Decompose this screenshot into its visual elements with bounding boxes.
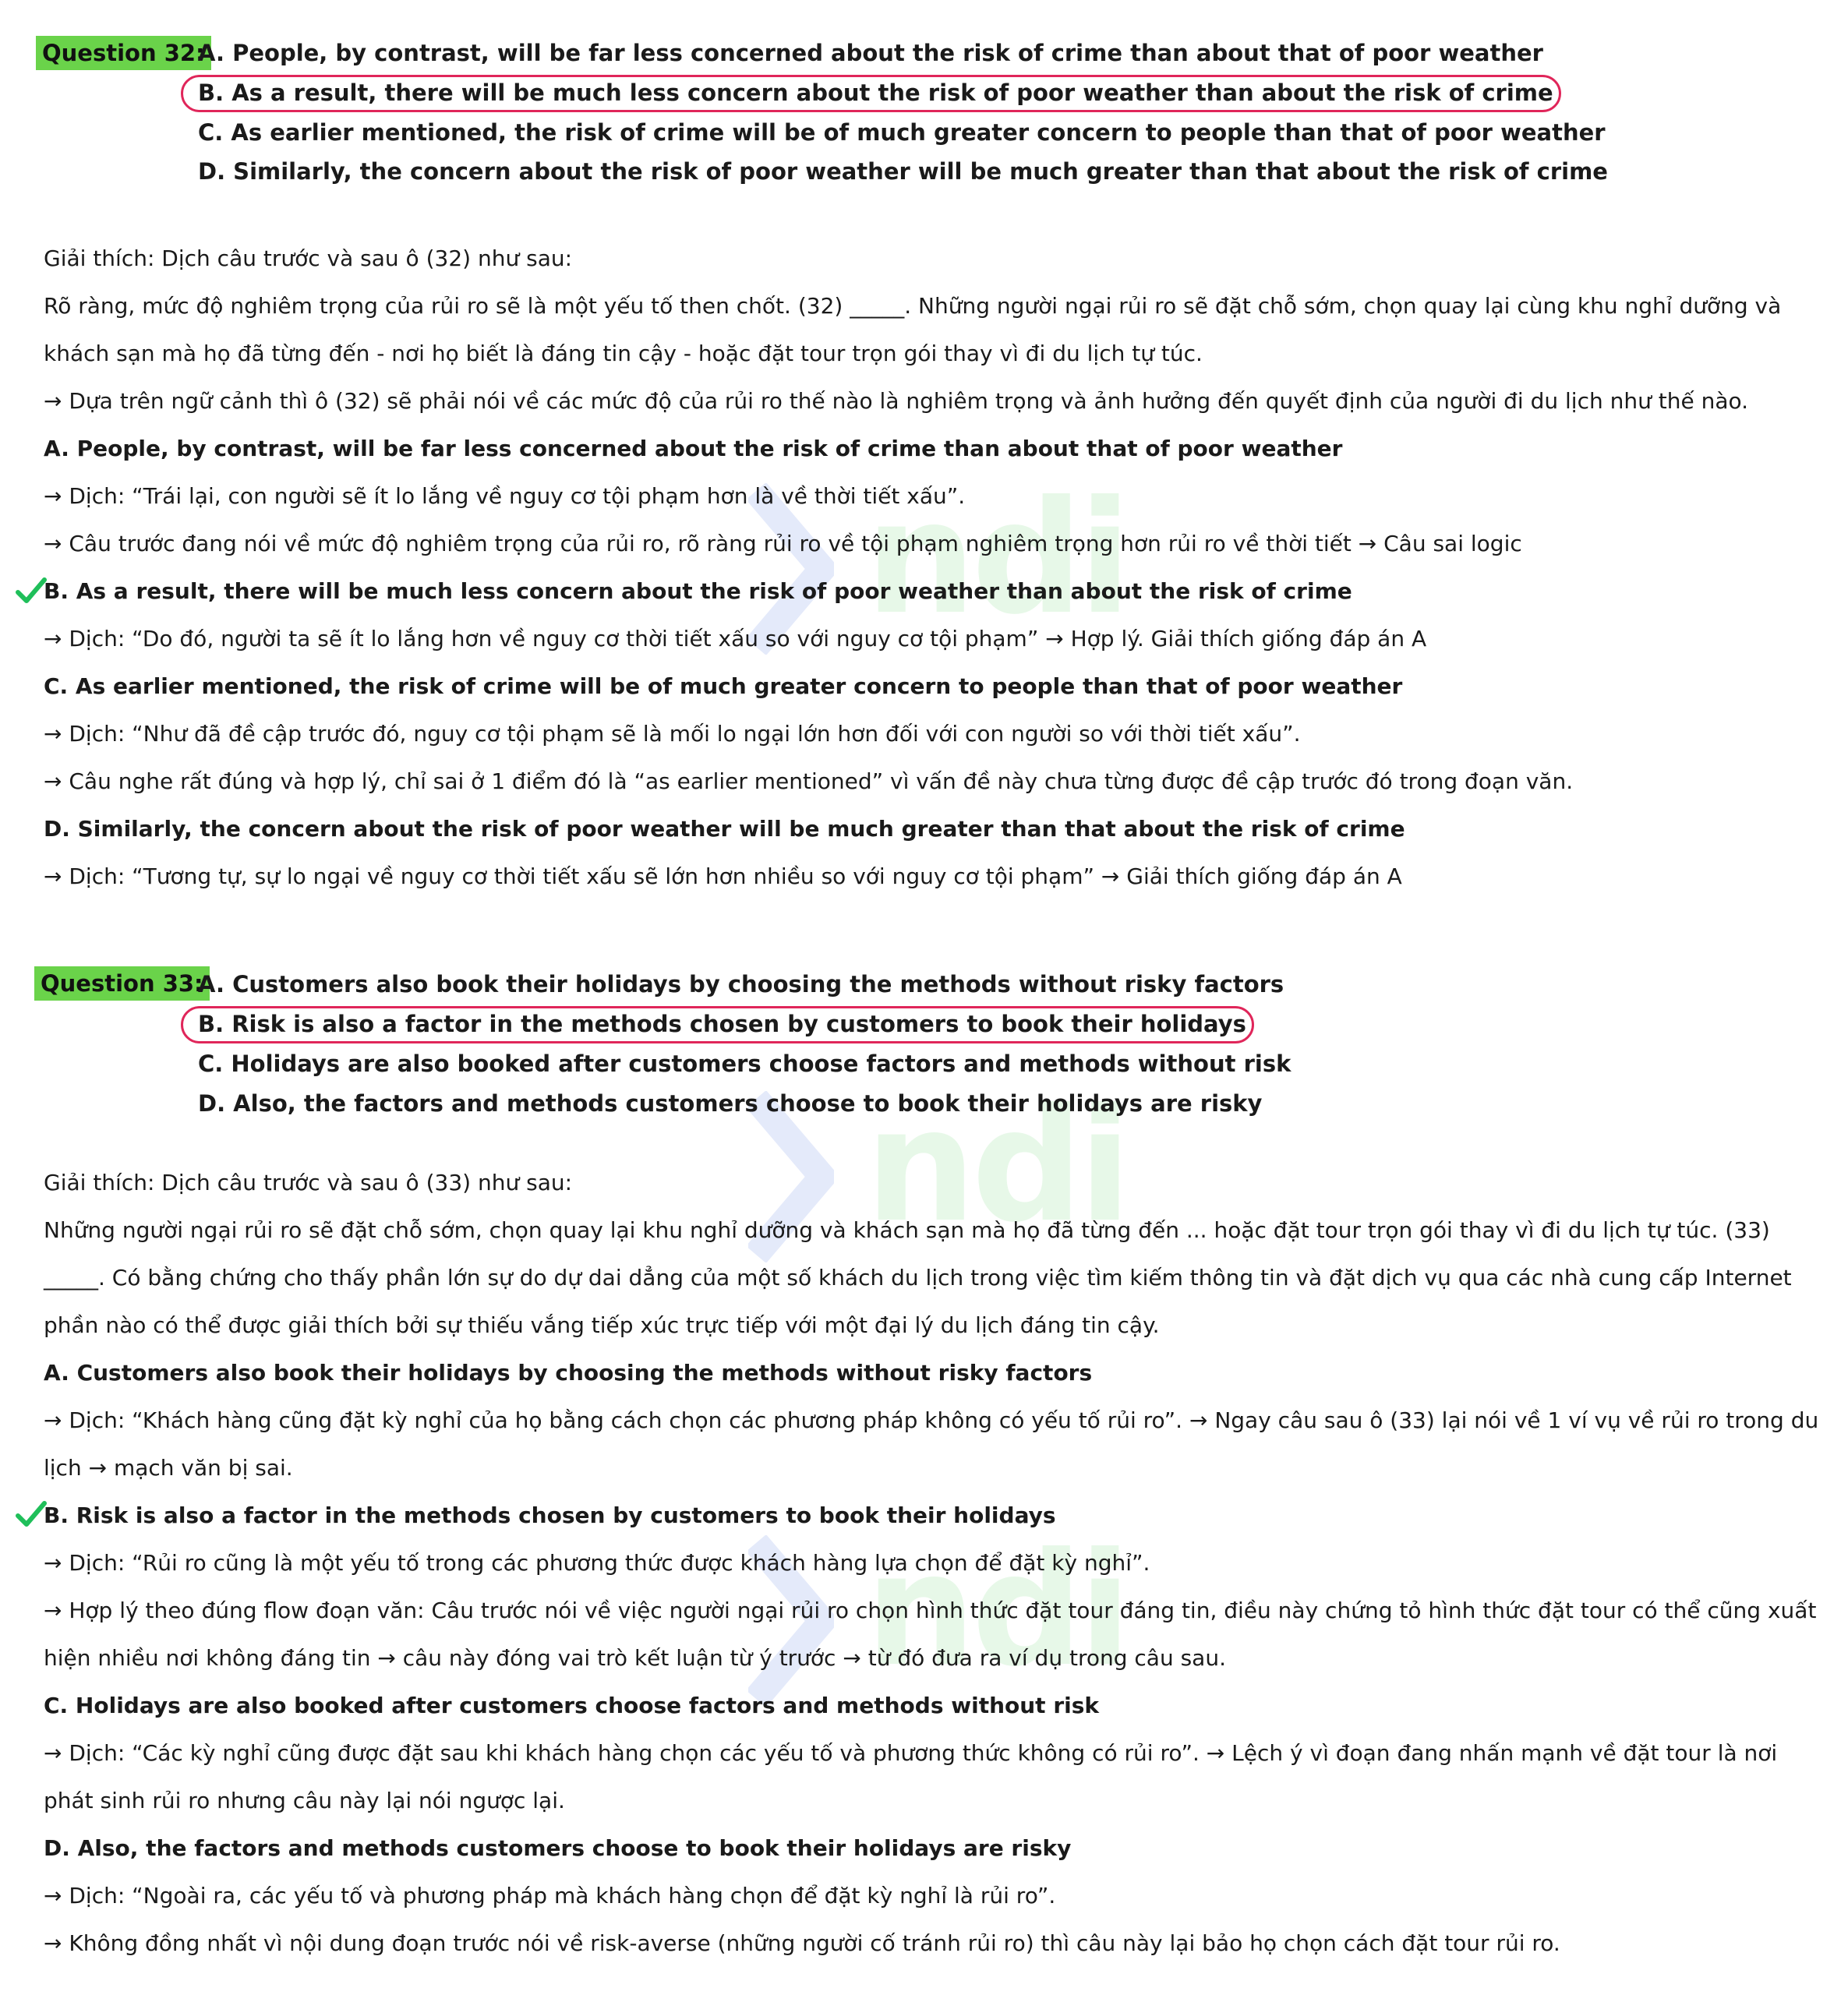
watermark-wordmark: ndi — [865, 1075, 1128, 1257]
option-heading: A. People, by contrast, will be far less concerned about the risk of crime than about that of poor weather — [44, 436, 1343, 461]
translation-text: → Dịch: “Rủi ro cũng là một yếu tố trong các phương thức được khách hàng lựa chọn để đặt kỳ nghỉ”. — [44, 1550, 1150, 1576]
check-icon — [16, 1500, 47, 1528]
watermark-wordmark: ndi — [865, 1520, 1128, 1701]
option-d: D. Also, the factors and methods customers choose to book their holidays are risky — [198, 1090, 1263, 1117]
option-a: A. Customers also book their holidays by choosing the methods without risky factors — [198, 971, 1284, 998]
option-a: A. People, by contrast, will be far less concerned about the risk of crime than about that of poor weather — [198, 40, 1543, 66]
translation-text: → Dịch: “Ngoài ra, các yếu tố và phương pháp mà khách hàng chọn để đặt kỳ nghỉ là rủi ro”. — [44, 1883, 1056, 1908]
option-b-selected: B. Risk is also a factor in the methods chosen by customers to book their holidays — [198, 1008, 1246, 1040]
option-heading: C. Holidays are also booked after customers choose factors and methods without risk — [44, 1693, 1100, 1718]
explanation-heading: Giải thích: Dịch câu trước và sau ô (33) như sau: — [44, 1170, 573, 1195]
option-heading: D. Similarly, the concern about the risk of poor weather will be much greater than that about the risk of crime — [44, 816, 1405, 842]
explanation-text: Những người ngại rủi ro sẽ đặt chỗ sớm, chọn quay lại khu nghỉ dưỡng và khách sạn mà họ đã từng đến ... hoặc đặt tour trọn gói thay vì đi du lịch tự túc. (33) — [44, 1217, 1770, 1243]
explanation-text: → Câu trước đang nói về mức độ nghiêm trọng của rủi ro, rõ ràng rủi ro về tội phạm nghiêm trọng hơn rủi ro về thời tiết → Câu sai logic — [44, 531, 1522, 556]
option-heading: C. As earlier mentioned, the risk of crime will be of much greater concern to people than that of poor weather — [44, 673, 1403, 699]
translation-text: lịch → mạch văn bị sai. — [44, 1455, 293, 1481]
option-b-selected: B. As a result, there will be much less concern about the risk of poor weather than about the risk of crime — [198, 77, 1553, 108]
option-heading: D. Also, the factors and methods customers choose to book their holidays are risky — [44, 1835, 1072, 1861]
option-c: C. As earlier mentioned, the risk of crime will be of much greater concern to people than that of poor weather — [198, 119, 1606, 146]
option-heading-correct: B. Risk is also a factor in the methods chosen by customers to book their holidays — [44, 1502, 1056, 1528]
option-heading-correct: B. As a result, there will be much less concern about the risk of poor weather than about the risk of crime — [44, 578, 1352, 604]
translation-text: → Dịch: “Do đó, người ta sẽ ít lo lắng hơn về nguy cơ thời tiết xấu so với nguy cơ tội phạm” → Hợp lý. Giải thích giống đáp án A — [44, 626, 1427, 651]
explanation-text: _____. Có bằng chứng cho thấy phần lớn sự do dự dai dẳng của một số khách du lịch trong việc tìm kiếm thông tin và đặt dịch vụ qua các nhà cung cấp Internet — [44, 1265, 1792, 1291]
explanation-text: → Không đồng nhất vì nội dung đoạn trước nói về risk-averse (những người cố tránh rủi ro) thì câu này lại bảo họ chọn cách đặt tour rủi ro. — [44, 1930, 1560, 1956]
question-label: Question 33: — [34, 966, 210, 1001]
explanation-text: → Câu nghe rất đúng và hợp lý, chỉ sai ở 1 điểm đó là “as earlier mentioned” vì vấn đề này chưa từng được đề cập trước đó trong đoạn văn. — [44, 768, 1574, 794]
question-label: Question 32: — [36, 36, 211, 70]
translation-text: → Dịch: “Các kỳ nghỉ cũng được đặt sau khi khách hàng chọn các yếu tố và phương thức không có rủi ro”. → Lệch ý vì đoạn đang nhấn mạnh về đặt tour là nơi — [44, 1740, 1778, 1766]
watermark-wordmark: ndi — [865, 468, 1128, 649]
explanation-text: phần nào có thể được giải thích bởi sự thiếu vắng tiếp xúc trực tiếp với một đại lý du lịch đáng tin cậy. — [44, 1312, 1160, 1338]
translation-text: → Dịch: “Trái lại, con người sẽ ít lo lắng về nguy cơ tội phạm hơn là về thời tiết xấu”. — [44, 483, 966, 509]
explanation-text: → Hợp lý theo đúng flow đoạn văn: Câu trước nói về việc người ngại rủi ro chọn hình thức đặt tour đáng tin, điều này chứng tỏ hình thức đặt tour có thể cũng xuất — [44, 1598, 1817, 1623]
option-d: D. Similarly, the concern about the risk of poor weather will be much greater than that about the risk of crime — [198, 158, 1608, 185]
explanation-heading: Giải thích: Dịch câu trước và sau ô (32) như sau: — [44, 245, 573, 271]
translation-text: → Dịch: “Như đã đề cập trước đó, nguy cơ tội phạm sẽ là mối lo ngại lớn hơn đối với con người so với thời tiết xấu”. — [44, 721, 1301, 747]
check-icon — [16, 577, 47, 605]
translation-text: → Dịch: “Khách hàng cũng đặt kỳ nghỉ của họ bằng cách chọn các phương pháp không có yếu tố rủi ro”. → Ngay câu sau ô (33) lại nói về 1 ví vụ về rủi ro trong du — [44, 1407, 1819, 1433]
translation-text: → Dịch: “Tương tự, sự lo ngại về nguy cơ thời tiết xấu sẽ lớn hơn nhiều so với nguy cơ tội phạm” → Giải thích giống đáp án A — [44, 863, 1402, 889]
translation-text: phát sinh rủi ro nhưng câu này lại nói ngược lại. — [44, 1788, 565, 1813]
explanation-text: khách sạn mà họ đã từng đến - nơi họ biết là đáng tin cậy - hoặc đặt tour trọn gói thay vì đi du lịch tự túc. — [44, 341, 1203, 366]
explanation-text: → Dựa trên ngữ cảnh thì ô (32) sẽ phải nói về các mức độ của rủi ro thế nào là nghiêm trọng và ảnh hưởng đến quyết định của người đi du lịch như thế nào. — [44, 388, 1749, 414]
explanation-text: Rõ ràng, mức độ nghiêm trọng của rủi ro sẽ là một yếu tố then chốt. (32) _____. Những người ngại rủi ro sẽ đặt chỗ sớm, chọn quay lại cùng khu nghỉ dưỡng và — [44, 293, 1782, 319]
option-c: C. Holidays are also booked after customers choose factors and methods without risk — [198, 1050, 1291, 1077]
option-heading: A. Customers also book their holidays by choosing the methods without risky factors — [44, 1360, 1093, 1386]
explanation-text: hiện nhiều nơi không đáng tin → câu này đóng vai trò kết luận từ ý trước → từ đó đưa ra ví dụ trong câu sau. — [44, 1645, 1226, 1671]
